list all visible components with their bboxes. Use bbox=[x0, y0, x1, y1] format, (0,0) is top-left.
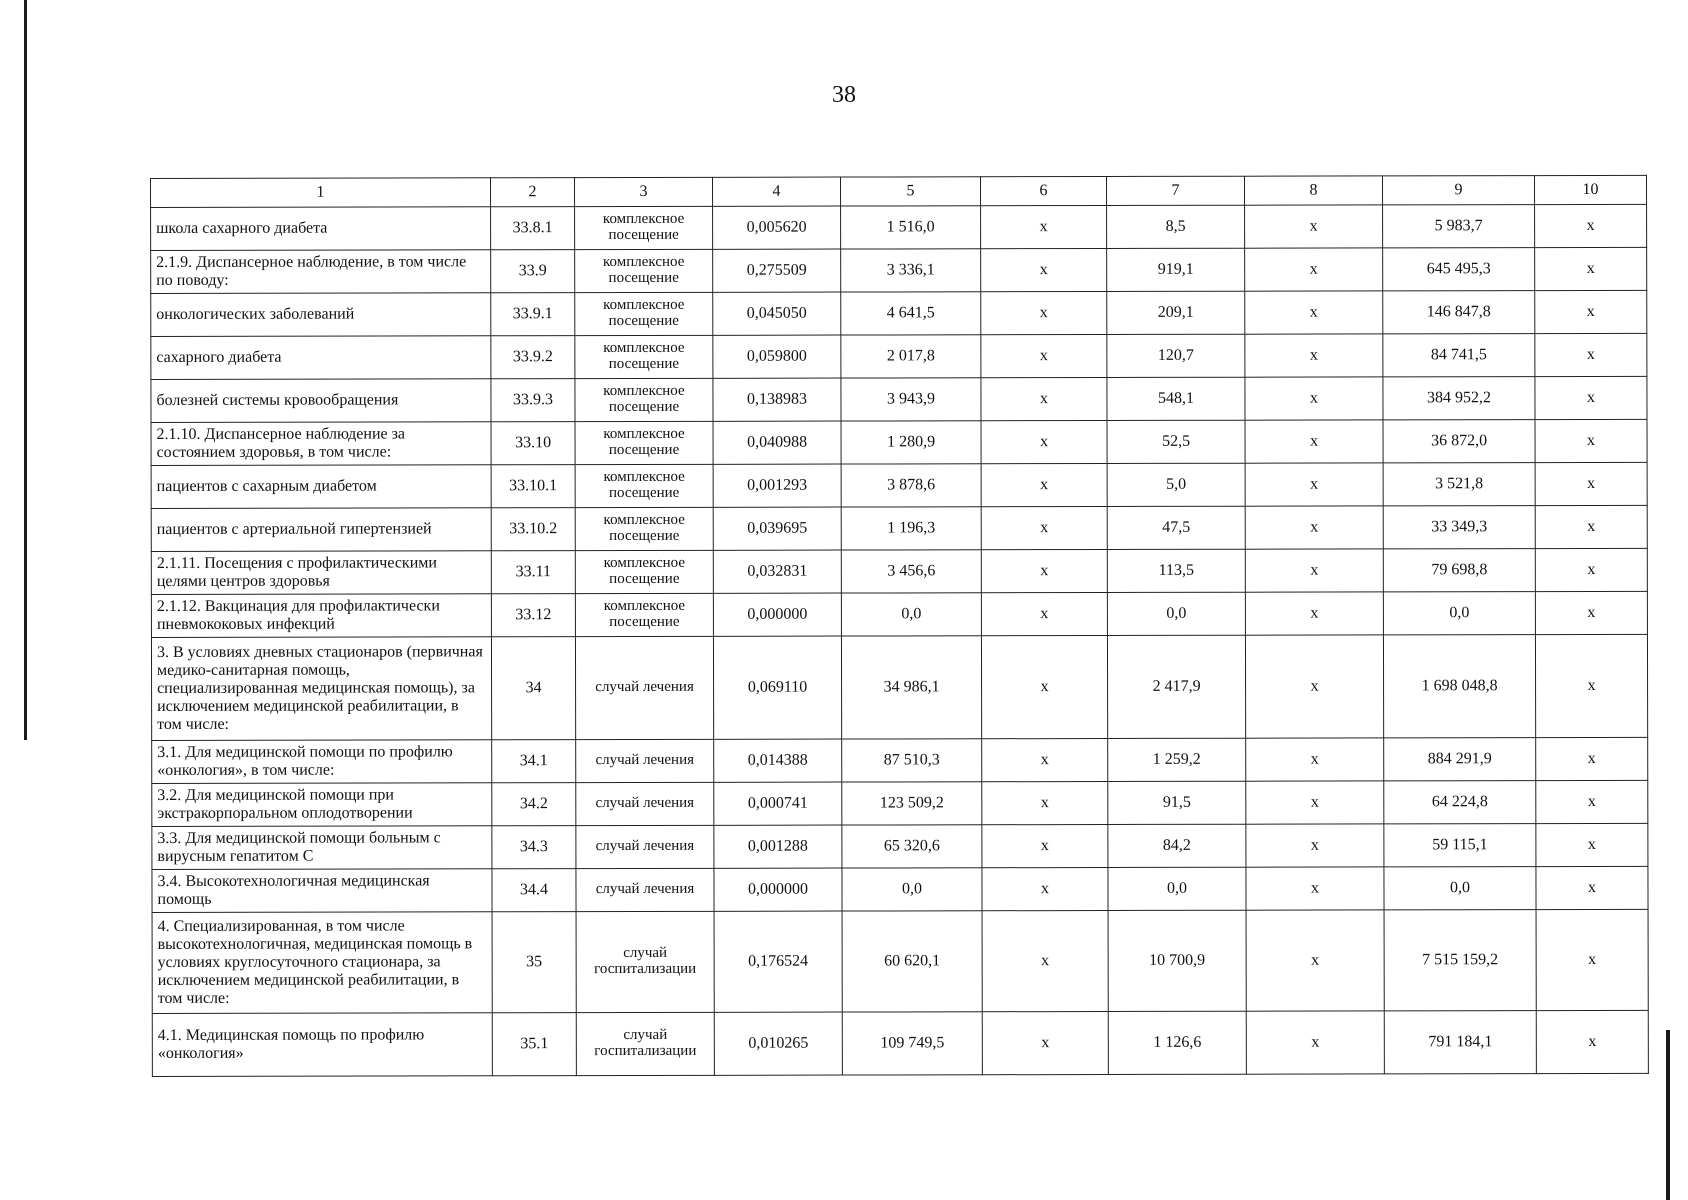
col-10-value: х bbox=[1535, 634, 1647, 737]
col-6-value: х bbox=[981, 549, 1107, 592]
row-code: 33.9.1 bbox=[491, 293, 575, 336]
col-10-value: х bbox=[1535, 462, 1647, 505]
col-5-value: 0,0 bbox=[841, 593, 981, 636]
row-code: 34.4 bbox=[492, 869, 576, 912]
table-row bbox=[152, 909, 1648, 1013]
row-code: 33.9.2 bbox=[491, 336, 575, 379]
row-label: школа сахарного диабета bbox=[151, 207, 491, 251]
col-10-value: х bbox=[1536, 1010, 1648, 1073]
col-9-value: 645 495,3 bbox=[1383, 248, 1535, 291]
table-row bbox=[152, 866, 1648, 912]
col-7-value: 8,5 bbox=[1107, 205, 1245, 248]
col-6-value: х bbox=[982, 1011, 1108, 1074]
col-5-value: 109 749,5 bbox=[842, 1012, 982, 1075]
col-9-value: 791 184,1 bbox=[1384, 1011, 1536, 1074]
row-code: 33.9 bbox=[491, 250, 575, 293]
unit: случай госпитализации bbox=[576, 911, 714, 1012]
col-5-value: 1 516,0 bbox=[841, 206, 981, 249]
unit: комплексное посещение bbox=[575, 292, 713, 335]
row-code: 34 bbox=[491, 637, 575, 740]
col-8-value: х bbox=[1246, 738, 1384, 781]
table-row bbox=[151, 548, 1647, 594]
col-10-value: х bbox=[1535, 204, 1647, 247]
col-6-value: х bbox=[981, 420, 1107, 463]
column-header: 4 bbox=[712, 177, 840, 206]
col-6-value: х bbox=[981, 291, 1107, 334]
table-row bbox=[151, 419, 1647, 465]
col-8-value: х bbox=[1246, 824, 1384, 867]
col-8-value: х bbox=[1246, 1011, 1384, 1074]
row-label: 3.1. Для медицинской помощи по профилю «онкология», в том числе: bbox=[152, 740, 492, 784]
col-4-value: 0,176524 bbox=[714, 911, 842, 1012]
unit: комплексное посещение bbox=[575, 507, 713, 550]
col-9-value: 7 515 159,2 bbox=[1384, 910, 1536, 1011]
row-label: 2.1.12. Вакцинация для профилактически пневмококовых инфекций bbox=[151, 594, 491, 638]
unit: комплексное посещение bbox=[575, 335, 713, 378]
col-7-value: 2 417,9 bbox=[1107, 635, 1245, 738]
col-7-value: 919,1 bbox=[1107, 248, 1245, 291]
row-code: 33.10.2 bbox=[491, 508, 575, 551]
col-4-value: 0,045050 bbox=[713, 292, 841, 335]
col-8-value: х bbox=[1245, 334, 1383, 377]
table-row bbox=[151, 505, 1647, 551]
col-10-value: х bbox=[1535, 247, 1647, 290]
col-6-value: х bbox=[981, 205, 1107, 248]
col-9-value: 5 983,7 bbox=[1383, 205, 1535, 248]
unit: комплексное посещение bbox=[575, 378, 713, 421]
col-10-value: х bbox=[1536, 737, 1648, 780]
column-header: 7 bbox=[1106, 176, 1244, 205]
unit: комплексное посещение bbox=[575, 206, 713, 249]
row-label: 4.1. Медицинская помощь по профилю «онкология» bbox=[152, 1013, 492, 1077]
unit: случай госпитализации bbox=[576, 1012, 714, 1075]
row-label: болезней системы кровообращения bbox=[151, 379, 491, 423]
col-6-value: х bbox=[982, 910, 1108, 1011]
unit: случай лечения bbox=[576, 782, 714, 825]
col-10-value: х bbox=[1535, 290, 1647, 333]
col-9-value: 59 115,1 bbox=[1384, 824, 1536, 867]
col-7-value: 0,0 bbox=[1107, 592, 1245, 635]
col-8-value: х bbox=[1246, 867, 1384, 910]
unit: комплексное посещение bbox=[575, 421, 713, 464]
col-8-value: х bbox=[1245, 205, 1383, 248]
row-label: 3.3. Для медицинской помощи больным с вирусным гепатитом С bbox=[152, 826, 492, 870]
col-7-value: 548,1 bbox=[1107, 377, 1245, 420]
col-5-value: 3 456,6 bbox=[841, 550, 981, 593]
table-row bbox=[151, 290, 1647, 336]
col-6-value: х bbox=[982, 867, 1108, 910]
table-row bbox=[151, 204, 1647, 250]
row-label: 3. В условиях дневных стационаров (первичная медико-санитарная помощь, специализированная медицинская помощь), за исключением медицинской реабилитации, в том числе: bbox=[151, 637, 491, 741]
row-code: 34.1 bbox=[492, 740, 576, 783]
col-7-value: 91,5 bbox=[1108, 781, 1246, 824]
col-5-value: 4 641,5 bbox=[841, 292, 981, 335]
col-7-value: 120,7 bbox=[1107, 334, 1245, 377]
col-9-value: 84 741,5 bbox=[1383, 334, 1535, 377]
col-7-value: 1 259,2 bbox=[1108, 738, 1246, 781]
row-label: 2.1.11. Посещения с профилактическими целями центров здоровья bbox=[151, 551, 491, 595]
col-9-value: 79 698,8 bbox=[1383, 549, 1535, 592]
row-label: сахарного диабета bbox=[151, 336, 491, 380]
row-code: 33.10.1 bbox=[491, 465, 575, 508]
unit: комплексное посещение bbox=[575, 249, 713, 292]
row-label: пациентов с артериальной гипертензией bbox=[151, 508, 491, 552]
col-5-value: 123 509,2 bbox=[842, 782, 982, 825]
col-7-value: 113,5 bbox=[1107, 549, 1245, 592]
col-5-value: 2 017,8 bbox=[841, 335, 981, 378]
unit: комплексное посещение bbox=[575, 464, 713, 507]
row-code: 33.11 bbox=[491, 551, 575, 594]
col-10-value: х bbox=[1535, 419, 1647, 462]
row-code: 35 bbox=[492, 912, 576, 1013]
col-6-value: х bbox=[982, 824, 1108, 867]
row-label: онкологических заболеваний bbox=[151, 293, 491, 337]
table-row bbox=[151, 376, 1647, 422]
row-code: 34.2 bbox=[492, 783, 576, 826]
row-code: 33.12 bbox=[491, 594, 575, 637]
col-7-value: 52,5 bbox=[1107, 420, 1245, 463]
column-header: 1 bbox=[151, 178, 491, 208]
col-8-value: х bbox=[1245, 549, 1383, 592]
col-4-value: 0,040988 bbox=[713, 421, 841, 464]
column-header: 10 bbox=[1534, 175, 1646, 204]
col-10-value: х bbox=[1535, 333, 1647, 376]
col-10-value: х bbox=[1535, 505, 1647, 548]
col-9-value: 0,0 bbox=[1383, 592, 1535, 635]
row-label: пациентов с сахарным диабетом bbox=[151, 465, 491, 509]
col-10-value: х bbox=[1536, 780, 1648, 823]
col-9-value: 36 872,0 bbox=[1383, 420, 1535, 463]
scan-edge-left bbox=[24, 0, 27, 740]
col-7-value: 47,5 bbox=[1107, 506, 1245, 549]
col-6-value: х bbox=[981, 592, 1107, 635]
col-4-value: 0,005620 bbox=[713, 206, 841, 249]
col-9-value: 384 952,2 bbox=[1383, 377, 1535, 420]
col-4-value: 0,000000 bbox=[714, 868, 842, 911]
column-header: 6 bbox=[980, 176, 1106, 205]
unit: случай лечения bbox=[576, 825, 714, 868]
col-8-value: х bbox=[1245, 420, 1383, 463]
col-7-value: 209,1 bbox=[1107, 291, 1245, 334]
col-6-value: х bbox=[982, 738, 1108, 781]
col-8-value: х bbox=[1245, 506, 1383, 549]
col-9-value: 33 349,3 bbox=[1383, 506, 1535, 549]
col-9-value: 64 224,8 bbox=[1384, 781, 1536, 824]
table-row bbox=[152, 780, 1648, 826]
table-row bbox=[151, 247, 1647, 293]
unit: случай лечения bbox=[576, 739, 714, 782]
col-4-value: 0,010265 bbox=[714, 1012, 842, 1075]
col-4-value: 0,032831 bbox=[713, 550, 841, 593]
column-header: 8 bbox=[1244, 176, 1382, 205]
table-row bbox=[152, 737, 1648, 783]
row-code: 33.9.3 bbox=[491, 379, 575, 422]
col-5-value: 3 943,9 bbox=[841, 378, 981, 421]
col-7-value: 84,2 bbox=[1108, 824, 1246, 867]
col-5-value: 1 196,3 bbox=[841, 507, 981, 550]
row-label: 4. Специализированная, в том числе высокотехнологичная, медицинская помощь в условиях круглосуточного стационара, за исключением медицинской реабилитации, в том числе: bbox=[152, 912, 492, 1014]
col-8-value: х bbox=[1246, 910, 1384, 1011]
col-6-value: х bbox=[981, 506, 1107, 549]
row-code: 34.3 bbox=[492, 826, 576, 869]
col-4-value: 0,138983 bbox=[713, 378, 841, 421]
col-7-value: 5,0 bbox=[1107, 463, 1245, 506]
col-4-value: 0,000741 bbox=[714, 782, 842, 825]
data-table-container bbox=[150, 175, 1648, 1077]
col-9-value: 146 847,8 bbox=[1383, 291, 1535, 334]
page-number: 38 bbox=[832, 82, 856, 108]
col-6-value: х bbox=[981, 334, 1107, 377]
table-row bbox=[151, 333, 1647, 379]
col-9-value: 0,0 bbox=[1384, 867, 1536, 910]
col-10-value: х bbox=[1536, 909, 1648, 1010]
col-5-value: 0,0 bbox=[842, 868, 982, 911]
col-6-value: х bbox=[981, 377, 1107, 420]
col-4-value: 0,014388 bbox=[714, 739, 842, 782]
row-label: 3.2. Для медицинской помощи при экстракорпоральном оплодотворении bbox=[152, 783, 492, 827]
row-label: 2.1.10. Диспансерное наблюдение за состоянием здоровья, в том числе: bbox=[151, 422, 491, 466]
col-8-value: х bbox=[1245, 635, 1383, 738]
col-5-value: 65 320,6 bbox=[842, 825, 982, 868]
col-7-value: 0,0 bbox=[1108, 867, 1246, 910]
col-7-value: 10 700,9 bbox=[1108, 910, 1246, 1011]
column-header: 2 bbox=[491, 178, 575, 207]
col-4-value: 0,000000 bbox=[713, 593, 841, 636]
table-row bbox=[151, 634, 1647, 740]
col-10-value: х bbox=[1536, 866, 1648, 909]
unit: случай лечения bbox=[575, 636, 713, 739]
col-5-value: 34 986,1 bbox=[841, 636, 981, 739]
column-header: 5 bbox=[840, 177, 980, 206]
col-6-value: х bbox=[982, 781, 1108, 824]
col-4-value: 0,001288 bbox=[714, 825, 842, 868]
col-4-value: 0,069110 bbox=[713, 636, 841, 739]
row-code: 33.10 bbox=[491, 422, 575, 465]
scan-edge-right bbox=[1666, 1030, 1670, 1200]
col-5-value: 3 878,6 bbox=[841, 464, 981, 507]
col-4-value: 0,275509 bbox=[713, 249, 841, 292]
col-10-value: х bbox=[1535, 591, 1647, 634]
col-8-value: х bbox=[1245, 463, 1383, 506]
col-8-value: х bbox=[1245, 248, 1383, 291]
row-label: 2.1.9. Диспансерное наблюдение, в том числе по поводу: bbox=[151, 250, 491, 294]
table-row bbox=[152, 823, 1648, 869]
column-header: 9 bbox=[1382, 176, 1534, 205]
table-row bbox=[151, 462, 1647, 508]
col-7-value: 1 126,6 bbox=[1108, 1011, 1246, 1074]
data-table bbox=[150, 175, 1649, 1077]
col-8-value: х bbox=[1245, 291, 1383, 334]
column-header: 3 bbox=[575, 177, 713, 206]
col-5-value: 87 510,3 bbox=[842, 739, 982, 782]
col-6-value: х bbox=[981, 635, 1107, 738]
table-row bbox=[151, 591, 1647, 637]
col-6-value: х bbox=[981, 463, 1107, 506]
col-8-value: х bbox=[1246, 781, 1384, 824]
col-9-value: 3 521,8 bbox=[1383, 463, 1535, 506]
table-header-row bbox=[151, 175, 1647, 207]
row-label: 3.4. Высокотехнологичная медицинская помощь bbox=[152, 869, 492, 913]
table-row bbox=[152, 1010, 1648, 1076]
col-5-value: 3 336,1 bbox=[841, 249, 981, 292]
col-5-value: 1 280,9 bbox=[841, 421, 981, 464]
col-10-value: х bbox=[1535, 548, 1647, 591]
col-10-value: х bbox=[1536, 823, 1648, 866]
col-9-value: 1 698 048,8 bbox=[1383, 635, 1535, 738]
col-8-value: х bbox=[1245, 592, 1383, 635]
unit: комплексное посещение bbox=[575, 550, 713, 593]
col-5-value: 60 620,1 bbox=[842, 911, 982, 1012]
row-code: 35.1 bbox=[492, 1013, 576, 1076]
col-9-value: 884 291,9 bbox=[1384, 738, 1536, 781]
col-8-value: х bbox=[1245, 377, 1383, 420]
col-4-value: 0,039695 bbox=[713, 507, 841, 550]
col-10-value: х bbox=[1535, 376, 1647, 419]
col-4-value: 0,059800 bbox=[713, 335, 841, 378]
col-4-value: 0,001293 bbox=[713, 464, 841, 507]
unit: комплексное посещение bbox=[575, 593, 713, 636]
unit: случай лечения bbox=[576, 868, 714, 911]
col-6-value: х bbox=[981, 248, 1107, 291]
row-code: 33.8.1 bbox=[491, 207, 575, 250]
